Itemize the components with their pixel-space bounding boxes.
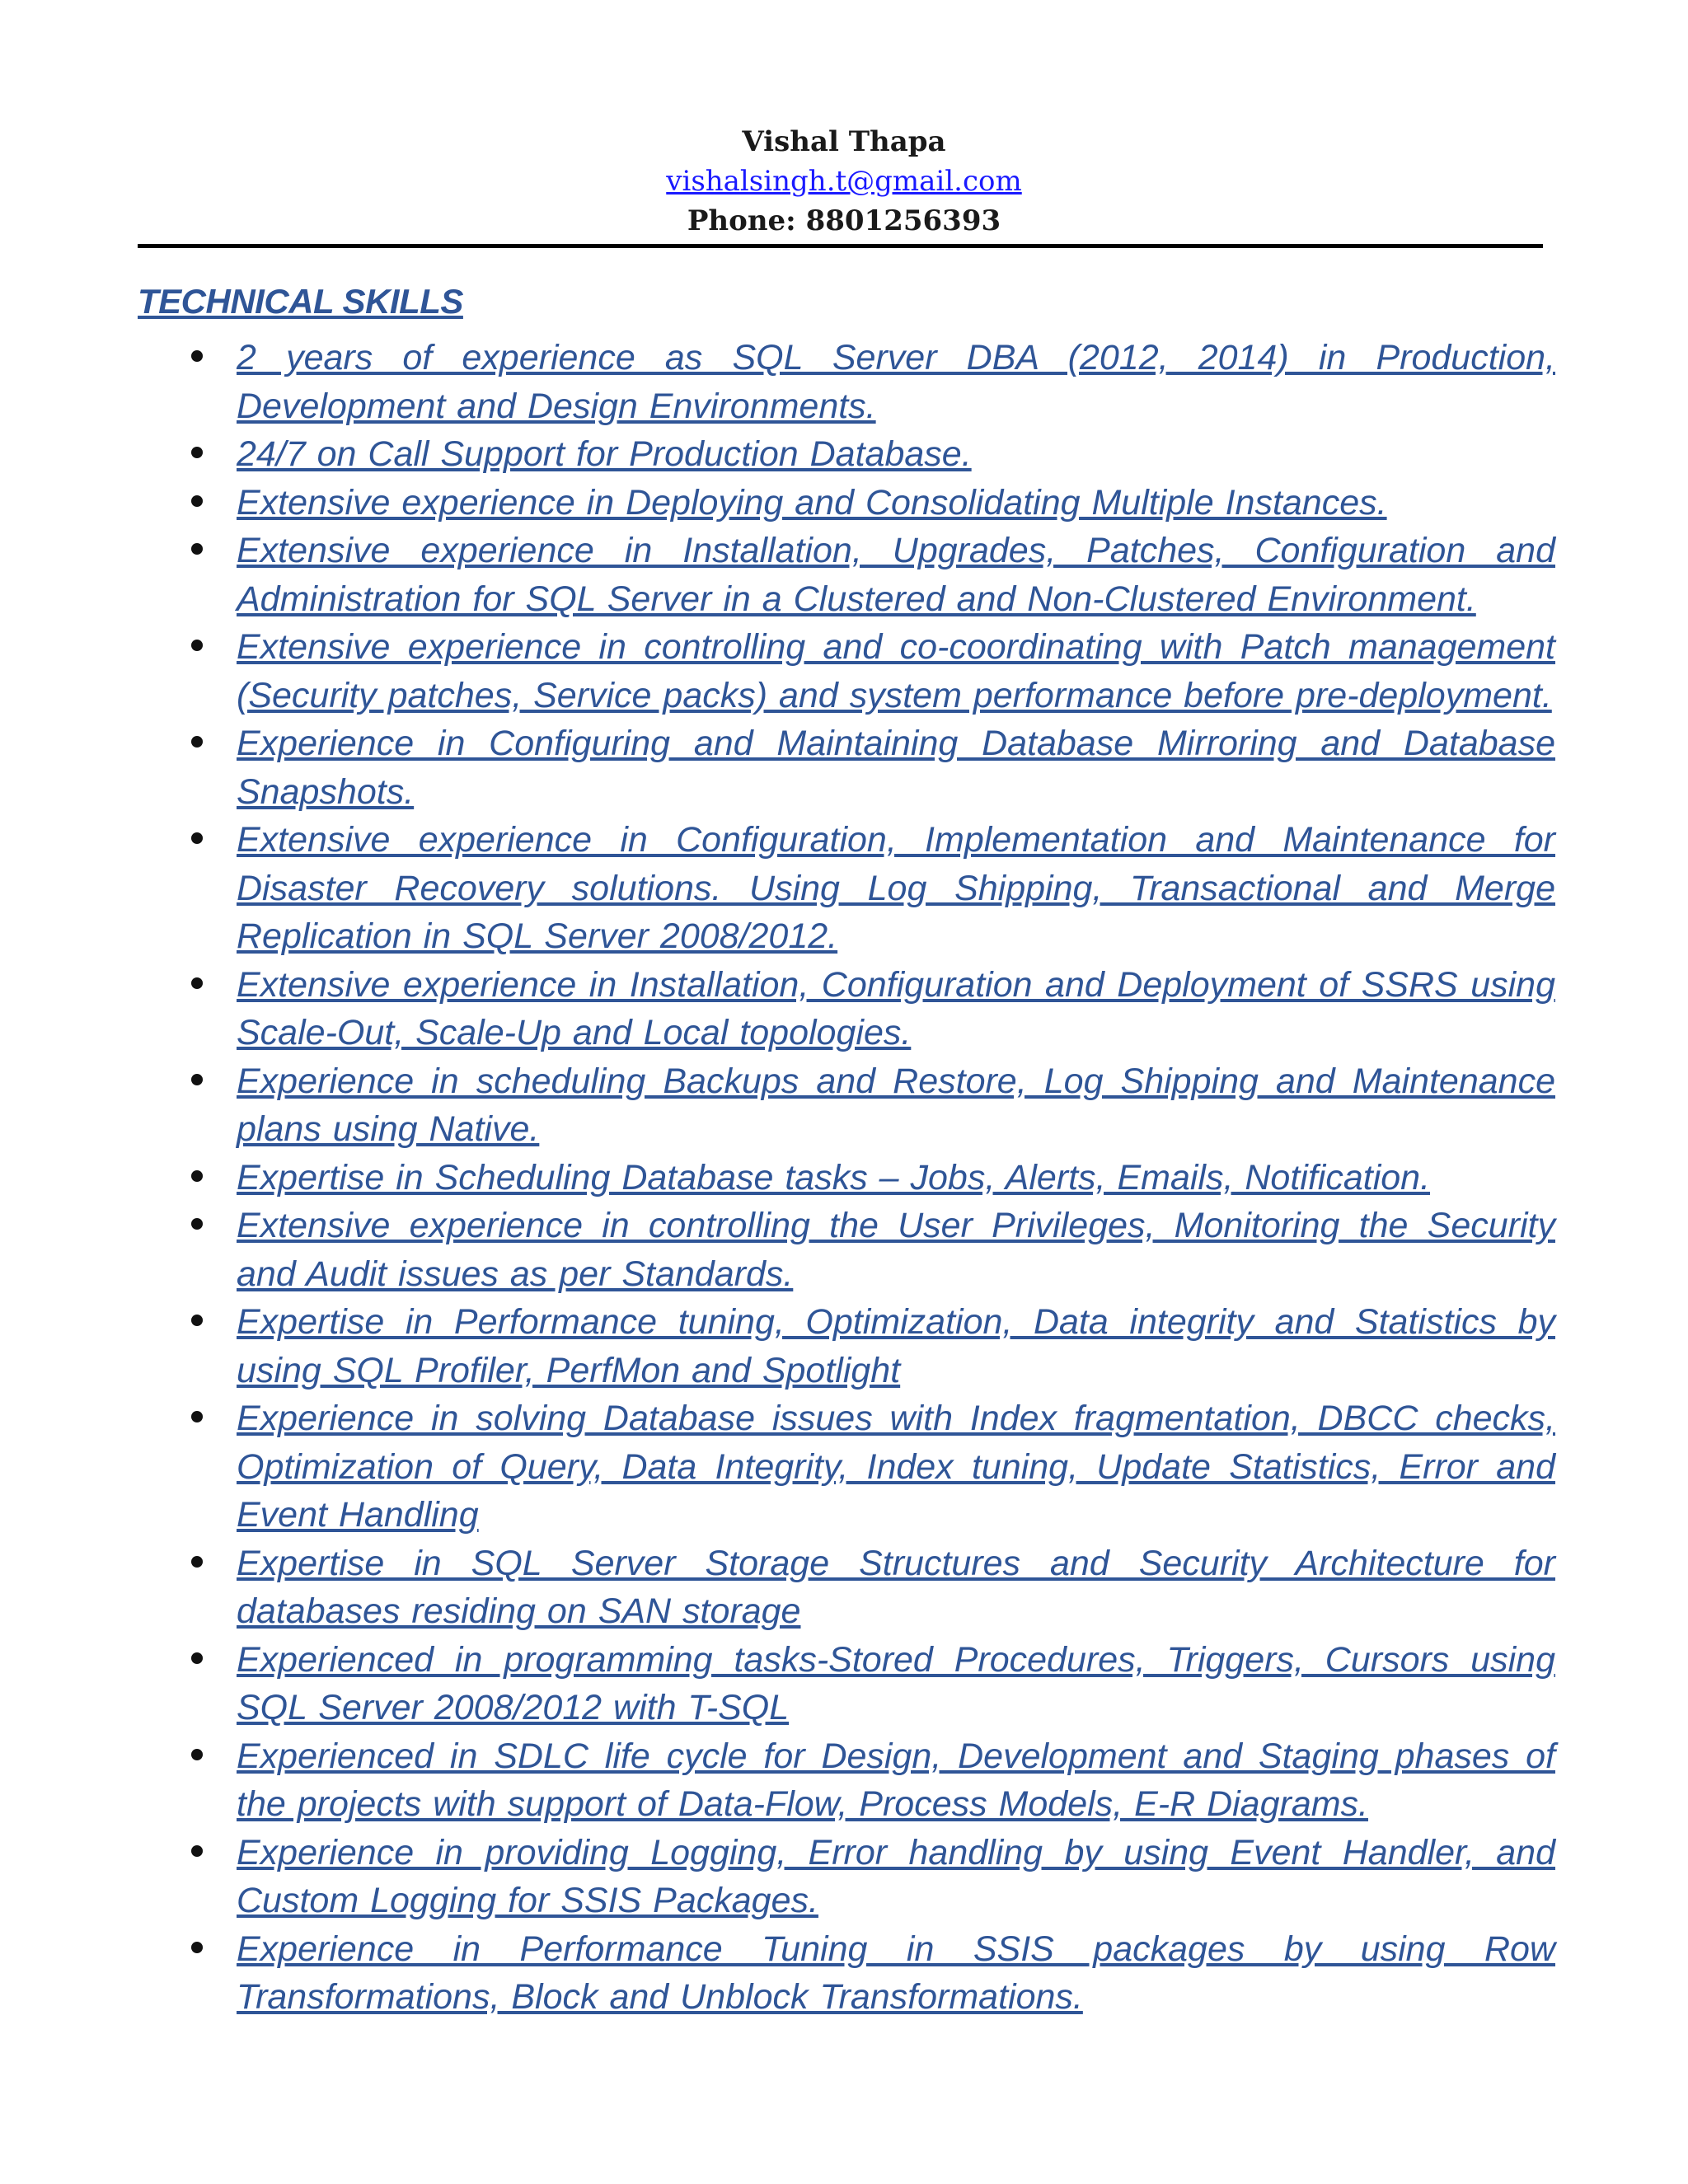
skill-text: Expertise in Performance tuning, Optimization, Data integrity and Statistics by using SQL Profiler, PerfMon and Spotlight	[237, 1302, 1555, 1390]
skill-text: Extensive experience in controlling and co-coordinating with Patch management (Security patches, Service packs) and system performance before pre-deployment.	[237, 627, 1555, 715]
bullet-icon	[191, 1074, 203, 1085]
skill-text: Extensive experience in controlling the User Privileges, Monitoring the Security and Audit issues as per Standards.	[237, 1206, 1555, 1294]
list-item	[138, 1732, 1555, 1829]
bullet-icon	[191, 640, 203, 651]
skill-text: Expertise in Scheduling Database tasks – Jobs, Alerts, Emails, Notification.	[237, 1157, 1431, 1197]
bullet-icon	[191, 1845, 203, 1857]
list-item	[138, 961, 1555, 1057]
list-item	[138, 334, 1555, 430]
skill-text: Experience in Configuring and Maintaining Database Mirroring and Database Snapshots.	[237, 724, 1555, 812]
bullet-icon	[191, 736, 203, 748]
bullet-icon	[191, 1218, 203, 1230]
section-title-technical-skills: TECHNICAL SKILLS	[138, 282, 463, 321]
skill-text: Experience in providing Logging, Error handling by using Event Handler, and Custom Logging for SSIS Packages.	[237, 1832, 1555, 1920]
skill-text: Experience in solving Database issues with Index fragmentation, DBCC checks, Optimization of Query, Data Integrity, Index tuning, Update Statistics, Error and Event Handling	[237, 1399, 1555, 1535]
list-item	[138, 1829, 1555, 1925]
list-item	[138, 719, 1555, 816]
list-item	[138, 430, 1555, 479]
bullet-icon	[191, 495, 203, 507]
bullet-icon	[191, 1652, 203, 1664]
list-item	[138, 479, 1555, 527]
bullet-icon	[191, 1749, 203, 1760]
list-item	[138, 527, 1555, 623]
list-item	[138, 1925, 1555, 2022]
bullet-icon	[191, 447, 203, 458]
bullet-icon	[191, 1942, 203, 1953]
skill-text: Extensive experience in Configuration, Implementation and Maintenance for Disaster Recovery solutions. Using Log Shipping, Transactional and Merge Replication in SQL Server 2008/2012.	[237, 820, 1555, 956]
bullet-icon	[191, 1315, 203, 1326]
skill-text: Experienced in SDLC life cycle for Design, Development and Staging phases of the projects with support of Data-Flow, Process Models, E-R Diagrams.	[237, 1736, 1555, 1824]
list-item	[138, 1540, 1555, 1636]
skill-text: Expertise in SQL Server Storage Structures and Security Architecture for databases residing on SAN storage	[237, 1543, 1555, 1631]
list-item	[138, 1636, 1555, 1732]
skill-text: Extensive experience in Installation, Configuration and Deployment of SSRS using Scale-Out, Scale-Up and Local topologies.	[237, 964, 1555, 1052]
skill-text: 2 years of experience as SQL Server DBA (2012, 2014) in Production, Development and Design Environments.	[237, 338, 1555, 426]
skill-text: Experienced in programming tasks-Stored Procedures, Triggers, Cursors using SQL Server 2008/2012 with T-SQL	[237, 1639, 1555, 1727]
bullet-icon	[191, 543, 203, 555]
resume-header	[0, 122, 1688, 241]
skill-text: Experience in scheduling Backups and Restore, Log Shipping and Maintenance plans using Native.	[237, 1061, 1555, 1149]
bullet-icon	[191, 832, 203, 844]
list-item	[138, 816, 1555, 961]
skill-text: Extensive experience in Deploying and Consolidating Multiple Instances.	[237, 482, 1387, 523]
skill-text: 24/7 on Call Support for Production Database.	[237, 434, 972, 474]
list-item	[138, 1154, 1555, 1202]
bullet-icon	[191, 1170, 203, 1182]
phone-number: Phone: 8801256393	[687, 204, 1001, 237]
list-item	[138, 623, 1555, 719]
bullet-icon	[191, 1556, 203, 1568]
bullet-icon	[191, 977, 203, 989]
skill-text: Extensive experience in Installation, Upgrades, Patches, Configuration and Administration for SQL Server in a Clustered and Non-Clustered Environment.	[237, 531, 1555, 619]
list-item	[138, 1202, 1555, 1298]
list-item	[138, 1298, 1555, 1394]
header-divider	[138, 244, 1543, 248]
bullet-icon	[191, 350, 203, 362]
skill-text: Experience in Performance Tuning in SSIS packages by using Row Transformations, Block and Unblock Transformations.	[237, 1929, 1555, 2017]
email-link[interactable]: vishalsingh.t@gmail.com	[666, 165, 1022, 198]
list-item	[138, 1394, 1555, 1540]
candidate-name: Vishal Thapa	[742, 125, 946, 158]
bullet-icon	[191, 1411, 203, 1422]
list-item	[138, 1057, 1555, 1154]
skills-list	[138, 334, 1555, 2022]
